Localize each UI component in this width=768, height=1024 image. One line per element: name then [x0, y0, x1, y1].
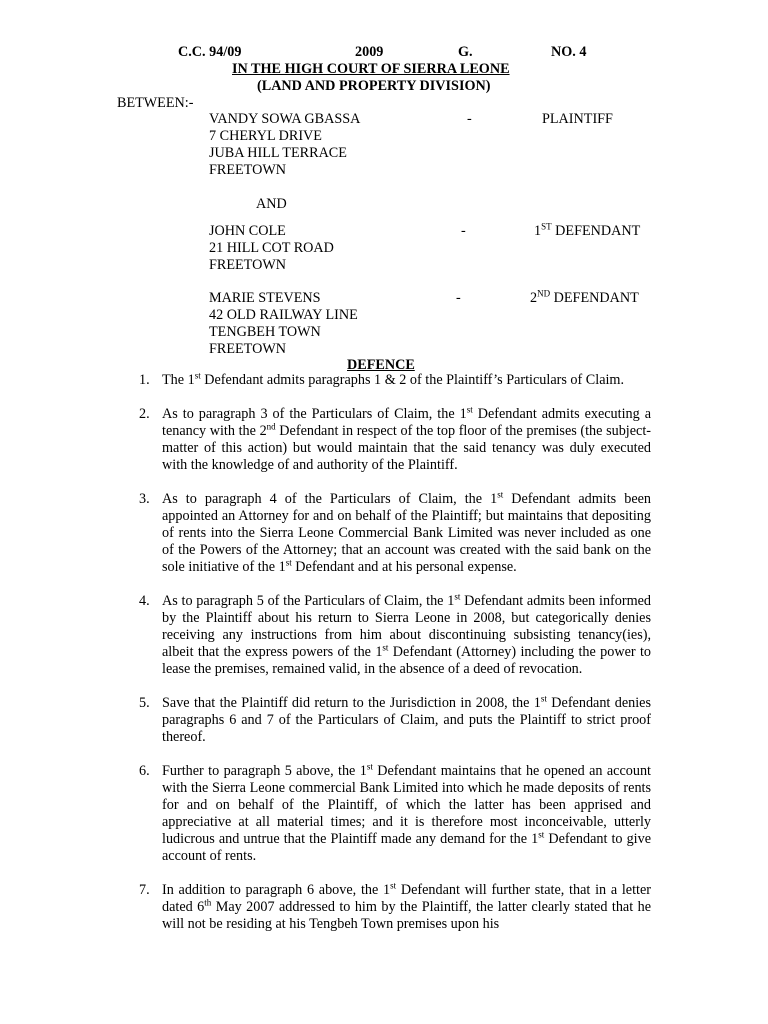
paragraph-text: Defendant admits executing a tenancy with the 2 — [162, 406, 651, 439]
court-division: (LAND AND PROPERTY DIVISION) — [257, 78, 491, 94]
paragraph-number: 2. — [139, 406, 150, 422]
defence-paragraph — [119, 763, 651, 865]
plaintiff-role: PLAINTIFF — [542, 111, 613, 127]
paragraph-number: 1. — [139, 372, 150, 388]
plaintiff-line: FREETOWN — [209, 162, 286, 178]
ordinal-suffix: st — [390, 880, 397, 891]
ordinal-suffix: st — [285, 557, 292, 568]
defence-paragraph — [119, 491, 651, 576]
paragraph-number: 3. — [139, 491, 150, 507]
defence-paragraph — [119, 695, 651, 746]
paragraph-number: 5. — [139, 695, 150, 711]
paragraph-text: May 2007 addressed to him by the Plaintiff, the latter clearly stated that he will not be residing at his Tengbeh Town premises upon his — [162, 899, 651, 932]
paragraph-text: Further to paragraph 5 above, the 1 — [162, 763, 367, 779]
defence-paragraph — [119, 593, 651, 678]
paragraph-number: 6. — [139, 763, 150, 779]
ordinal-suffix: st — [194, 370, 201, 381]
ordinal-suffix: th — [204, 897, 212, 908]
defence-paragraph — [119, 882, 651, 933]
defendant2-role: 2ND DEFENDANT — [530, 288, 639, 306]
ordinal-suffix: st — [538, 829, 545, 840]
paragraph-number: 4. — [139, 593, 150, 609]
and-label: AND — [256, 196, 287, 212]
ordinal-suffix: st — [382, 642, 389, 653]
between-label: BETWEEN:- — [117, 95, 194, 111]
defence-title: DEFENCE — [347, 357, 415, 373]
case-number: C.C. 94/09 — [178, 44, 242, 60]
plaintiff-line: VANDY SOWA GBASSA — [209, 111, 361, 127]
paragraph-text: Defendant admits been informed by the Plaintiff about his return to Sierra Leone in 2008, but categorically denies receiving any instructions from him about discontinuing subsisting tenancy(ies), albeit that the express powers of the 1 — [162, 593, 652, 660]
defence-paragraph — [119, 372, 651, 389]
paragraph-text: Defendant admits been appointed an Attorney for and on behalf of the Plaintiff; but maintains that depositing of rents into the Sierra Leone Commercial Bank Limited was never included as one of the Powers of the Attorney; that an account was created with the said bank on the sole initiative of the 1 — [162, 491, 652, 575]
paragraph-text: Defendant and at his personal expense. — [291, 559, 517, 575]
ordinal-suffix: st — [466, 404, 473, 415]
paragraph-text: As to paragraph 5 of the Particulars of Claim, the 1 — [162, 593, 455, 609]
paragraph-text: Save that the Plaintiff did return to the Jurisdiction in 2008, the 1 — [162, 695, 541, 711]
case-year: 2009 — [355, 44, 384, 60]
defendant1-role: 1ST DEFENDANT — [534, 221, 641, 239]
defendant2-line: TENGBEH TOWN — [209, 324, 321, 340]
defence-paragraph — [119, 406, 651, 474]
plaintiff-line: 7 CHERYL DRIVE — [209, 128, 322, 144]
defendant1-line: 21 HILL COT ROAD — [209, 240, 334, 256]
paragraph-text: Defendant will further state, that in a letter dated 6 — [162, 882, 651, 915]
ordinal-suffix: st — [366, 761, 373, 772]
paragraph-text: Defendant in respect of the top floor of the premises (the subject-matter of this action) but would maintain that the said tenancy was duly executed with the knowledge of and authority of the Plaintiff. — [162, 423, 651, 473]
paragraph-number: 7. — [139, 882, 150, 898]
ordinal-suffix: st — [540, 693, 547, 704]
defendant2-line: MARIE STEVENS — [209, 290, 321, 306]
defendant2-line: FREETOWN — [209, 341, 286, 357]
ordinal-suffix: st — [497, 489, 504, 500]
paragraph-text: Defendant denies paragraphs 6 and 7 of the Particulars of Claim, and puts the Plaintiff to strict proof thereof. — [162, 695, 651, 745]
plaintiff-line: JUBA HILL TERRACE — [209, 145, 347, 161]
defendant2-dash: - — [456, 290, 461, 306]
paragraph-text: As to paragraph 4 of the Particulars of Claim, the 1 — [162, 491, 498, 507]
case-no: NO. 4 — [551, 44, 587, 60]
defendant2-line: 42 OLD RAILWAY LINE — [209, 307, 358, 323]
defence-paragraphs — [119, 372, 651, 950]
ordinal-suffix: nd — [266, 421, 276, 432]
paragraph-text: In addition to paragraph 6 above, the 1 — [162, 882, 391, 898]
court-title: IN THE HIGH COURT OF SIERRA LEONE — [232, 61, 510, 77]
defendant1-line: JOHN COLE — [209, 223, 286, 239]
paragraph-text: Defendant admits paragraphs 1 & 2 of the Plaintiff’s Particulars of Claim. — [200, 372, 625, 388]
defendant1-dash: - — [461, 223, 466, 239]
case-letter: G. — [458, 44, 473, 60]
paragraph-text: The 1 — [162, 372, 195, 388]
paragraph-text: Defendant to give account of rents. — [162, 831, 652, 864]
paragraph-text: Defendant (Attorney) including the power to lease the premises, remained valid, in the absence of a deed of revocation. — [162, 644, 651, 677]
defendant1-line: FREETOWN — [209, 257, 286, 273]
plaintiff-dash: - — [467, 111, 472, 127]
paragraph-text: Defendant maintains that he opened an account with the Sierra Leone commercial Bank Limited into which he made deposits of rents for and on behalf of the Plaintiff, of which the latter has been apprised and appreciative at all material times; and it is therefore most inconceivable, utterly ludicrous and untrue that the Plaintiff made any demand for the 1 — [162, 763, 651, 847]
paragraph-text: As to paragraph 3 of the Particulars of Claim, the 1 — [162, 406, 467, 422]
ordinal-suffix: st — [454, 591, 461, 602]
